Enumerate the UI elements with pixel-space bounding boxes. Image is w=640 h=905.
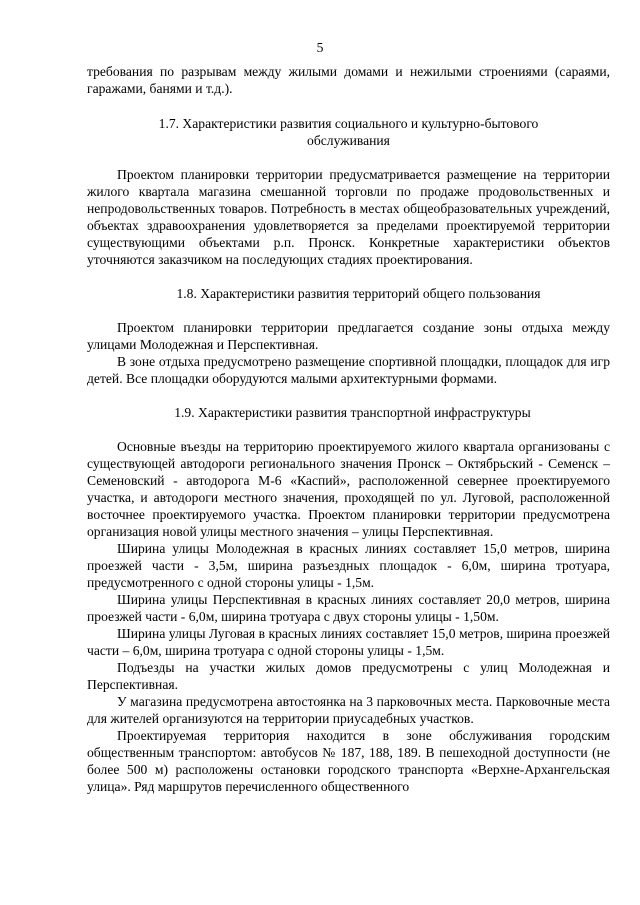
intro-paragraph: требования по разрывам между жилыми домами и нежилыми строениями (сараями, гаражами, банями и т.д.).: [87, 64, 610, 96]
paragraph: Основные въезды на территорию проектируемого жилого квартала организованы с существующей автодороги регионального значения Пронск – Октябрьский - Семенск – Семеновский - автодорога М-6 «Каспий», расположенной севернее проектируемого участка, и автодороги местного значения, проходящей по ул. Луговой, расположенной восточнее проектируемого участка. Проектом планировки территории предусмотрена организация новой улицы местного значения – улицы Перспективная.: [87, 439, 610, 539]
document-body: [87, 63, 610, 795]
section-heading-1-8: 1.8. Характеристики развития территорий общего пользования: [176, 286, 541, 301]
paragraph: Ширина улицы Молодежная в красных линиях составляет 15,0 метров, ширина проезжей части - 3,5м, ширина разъездных площадок - 6,0м, ширина тротуара, предусмотренного с одной стороны улицы - 1,5м.: [87, 541, 610, 590]
section-body-1-7: [87, 166, 610, 268]
page-number: 5: [316, 40, 324, 55]
paragraph: Ширина улицы Перспективная в красных линиях составляет 20,0 метров, ширина проезжей части - 6,0м, ширина тротуара с двух стороны улицы - 1,50м.: [87, 592, 610, 624]
section-heading-1-9: 1.9. Характеристики развития транспортной инфраструктуры: [174, 405, 531, 420]
section-heading-1-7: 1.7. Характеристики развития социального и культурно-бытового обслуживания: [158, 116, 539, 148]
paragraph: У магазина предусмотрена автостоянка на 3 парковочных места. Парковочные места для жителей организуются на территории приусадебных участков.: [87, 694, 610, 726]
paragraph: Проектом планировки территории предлагается создание зоны отдыха между улицами Молодежная и Перспективная.: [87, 320, 610, 352]
paragraph: Подъезды на участки жилых домов предусмотрены с улиц Молодежная и Перспективная.: [87, 660, 610, 692]
paragraph: Проектируемая территория находится в зоне обслуживания городским общественным транспортом: автобусов № 187, 188, 189. В пешеходной доступности (не более 500 м) расположены остановки городского транспорта «Верхне-Архангельская улица». Ряд маршрутов перечисленного общественного: [87, 728, 610, 794]
paragraph: В зоне отдыха предусмотрено размещение спортивной площадки, площадок для игр детей. Все площадки оборудуются малыми архитектурными формами.: [87, 354, 610, 386]
paragraph: Проектом планировки территории предусматривается размещение на территории жилого квартала магазина смешанной торговли по продаже продовольственных и непродовольственных товаров. Потребность в местах общеобразовательных учреждений, объектах здравоохранения удовлетворяется за пределами проектируемой территории существующими объектами р.п. Пронск. Конкретные характеристики объектов уточняются заказчиком на последующих стадиях проектирования.: [87, 167, 610, 267]
paragraph: Ширина улицы Луговая в красных линиях составляет 15,0 метров, ширина проезжей части – 6,0м, ширина тротуара с одной стороны улицы - 1,5м.: [87, 626, 610, 658]
section-body-1-9: [87, 438, 610, 795]
section-body-1-8: [87, 319, 610, 387]
